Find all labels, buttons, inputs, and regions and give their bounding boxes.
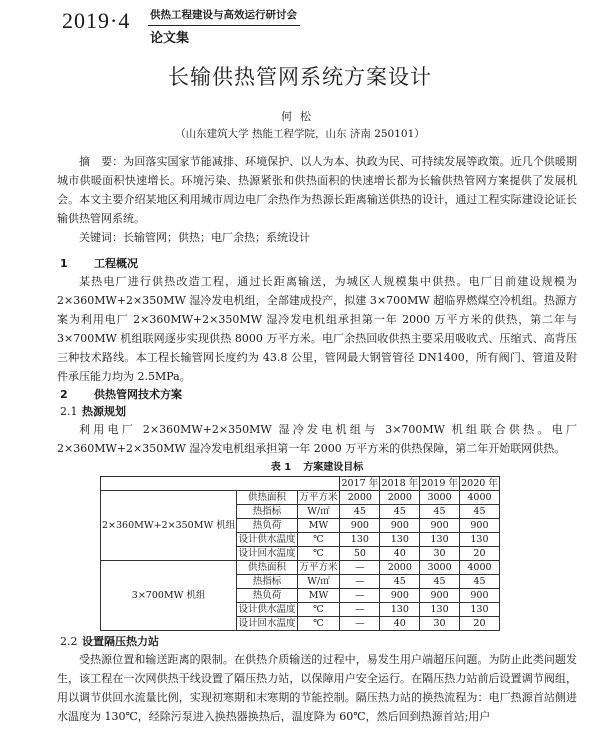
unit-cell: 万平方米 bbox=[297, 491, 340, 505]
subsection-number: 2.1 bbox=[60, 405, 78, 418]
section-body: 某热电厂进行供热改造工程，通过长距离输送，为城区人规模集中供热。电厂目前建设规模为2×360MW+2×350MW 湿冷发电机组，全部建成投产，拟建 3×700MW 超临界燃煤空冷机组。热源方案为利用电厂 2×360MW+2×350MW 湿冷发电机组承担第一年 2000 万平方米的供热，第二年与 3×700MW 机组联网逐步实现供热 8000 万平方米。电厂余热回收供热主要采用吸收式、压缩式、高背压三种技术路线。本工程长输管网长度约为 43.8 公里，管网最大钢管管径 DN1400，所有阀门、管道及附件承压能力均为 2.5MPa。 bbox=[57, 275, 577, 383]
value-cell: — bbox=[340, 575, 380, 589]
unit-cell: W/㎡ bbox=[297, 505, 340, 519]
value-cell: 50 bbox=[340, 547, 380, 561]
value-cell: 900 bbox=[380, 519, 420, 533]
value-cell: 130 bbox=[420, 533, 460, 547]
paper-title: 长输供热管网系统方案设计 bbox=[168, 65, 432, 89]
value-cell: 130 bbox=[380, 533, 420, 547]
table-row bbox=[101, 561, 500, 575]
header-rule bbox=[148, 25, 300, 26]
value-cell: — bbox=[340, 561, 380, 575]
value-cell: 900 bbox=[420, 589, 460, 603]
value-cell: 130 bbox=[380, 603, 420, 617]
value-cell: 20 bbox=[459, 547, 499, 561]
value-cell: 45 bbox=[459, 505, 499, 519]
collection-label: 论文集 bbox=[150, 31, 190, 46]
conference-name: 供热工程建设与高效运行研讨会 bbox=[150, 9, 297, 21]
value-cell: 45 bbox=[380, 505, 420, 519]
item-cell: 设计回水温度 bbox=[238, 617, 296, 629]
unit-cell: ℃ bbox=[297, 617, 340, 631]
value-cell: — bbox=[340, 603, 380, 617]
unit-group-cell: 3×700MW 机组 bbox=[101, 561, 237, 631]
year-header: 2020 年 bbox=[461, 477, 498, 489]
value-cell: 900 bbox=[459, 519, 499, 533]
value-cell: 45 bbox=[340, 505, 380, 519]
section-heading bbox=[57, 255, 577, 272]
abstract bbox=[57, 152, 577, 228]
subsection-body: 受热源位置和输送距离的限制。在供热介质输送的过程中，易发生用户端超压问题。为防止此类问题发生，该工程在一次网供热干线设置了隔压热力站，以保障用户安全运行。在隔压热力站前后设置调节阀组，用以调节供回水流量比例，实现初寒期和末寒期的节能控制。隔压热力站的换热流程为：电厂热源首站侧进水温度为 130℃，经除污泵进入换热器换热后，温度降为 60℃，然后回到热源首站;用户 bbox=[57, 653, 577, 723]
item-cell: 设计供水温度 bbox=[238, 533, 296, 545]
subsection-heading bbox=[57, 633, 577, 650]
subsection-title: 热源规划 bbox=[82, 405, 126, 418]
item-cell: 设计回水温度 bbox=[238, 547, 296, 559]
value-cell: 130 bbox=[340, 533, 380, 547]
affiliation: （山东建筑大学 热能工程学院，山东 济南 250101） bbox=[175, 128, 425, 140]
value-cell: 900 bbox=[459, 589, 499, 603]
table-corner-cell bbox=[101, 477, 340, 491]
value-cell: 40 bbox=[380, 617, 420, 631]
keywords-label: 关键词： bbox=[79, 231, 123, 244]
value-cell: 900 bbox=[420, 519, 460, 533]
keywords-text: 长输管网；供热；电厂余热；系统设计 bbox=[123, 231, 310, 244]
value-cell: 3000 bbox=[420, 561, 460, 575]
section-title: 工程概况 bbox=[94, 257, 138, 270]
section-number: 2 bbox=[60, 388, 68, 401]
value-cell: — bbox=[340, 617, 380, 631]
value-cell: 4000 bbox=[459, 561, 499, 575]
section-number: 1 bbox=[60, 257, 68, 270]
subsection-body: 利用电厂 2×360MW+2×350MW 湿冷发电机组与 3×700MW 机组联合供热。电厂2×360MW+2×350MW 湿冷发电机组承担第一年 2000 万平方米的供热保障，第二年开始联网供热。 bbox=[57, 423, 577, 455]
value-cell: — bbox=[340, 589, 380, 603]
unit-cell: MW bbox=[297, 589, 340, 603]
value-cell: 2000 bbox=[380, 491, 420, 505]
value-cell: 900 bbox=[380, 589, 420, 603]
item-cell: 热指标 bbox=[237, 575, 297, 589]
year-header: 2019 年 bbox=[421, 477, 458, 489]
value-cell: 3000 bbox=[420, 491, 460, 505]
subsection-title: 设置隔压热力站 bbox=[82, 635, 159, 648]
author: 何松 bbox=[281, 110, 319, 123]
year-header: 2018 年 bbox=[381, 477, 419, 489]
value-cell: 4000 bbox=[459, 491, 499, 505]
keywords bbox=[57, 228, 577, 247]
table-caption-title: 方案建设目标 bbox=[303, 462, 364, 473]
item-cell: 供热面积 bbox=[237, 561, 297, 575]
issue-number: 2019·4 bbox=[62, 8, 131, 33]
abstract-label: 摘 要： bbox=[79, 155, 124, 168]
value-cell: 130 bbox=[459, 533, 499, 547]
table-row bbox=[101, 491, 500, 505]
item-cell: 热指标 bbox=[237, 505, 297, 519]
item-cell: 供热面积 bbox=[237, 491, 297, 505]
subsection-number: 2.2 bbox=[60, 635, 78, 648]
unit-cell: W/㎡ bbox=[297, 575, 340, 589]
value-cell: 20 bbox=[459, 617, 499, 631]
value-cell: 45 bbox=[459, 575, 499, 589]
unit-cell: 万平方米 bbox=[297, 561, 340, 575]
abstract-text: 为回落实国家节能减排、环境保护、以人为本、执政为民、可持续发展等政策。近几个供暖期城市供暖面积快速增长。环境污染、热源紧张和供热面积的快速增长都为长输供热管网方案提供了发展机会。本文主要介绍某地区利用城市周边电厂余热作为热源长距离输送供热的设计，通过工程实际建设论证长输供热管网系统。 bbox=[57, 155, 578, 225]
value-cell: 40 bbox=[380, 547, 420, 561]
value-cell: 30 bbox=[420, 547, 460, 561]
value-cell: 45 bbox=[420, 575, 460, 589]
item-cell: 热负荷 bbox=[237, 519, 297, 533]
unit-cell: ℃ bbox=[297, 547, 340, 561]
unit-cell: ℃ bbox=[297, 533, 340, 547]
value-cell: 45 bbox=[420, 505, 460, 519]
unit-cell: MW bbox=[297, 519, 340, 533]
table-caption bbox=[57, 460, 577, 475]
section-title: 供热管网技术方案 bbox=[94, 388, 182, 401]
value-cell: 2000 bbox=[340, 491, 380, 505]
value-cell: 130 bbox=[459, 603, 499, 617]
item-cell: 热负荷 bbox=[237, 589, 297, 603]
value-cell: 2000 bbox=[380, 561, 420, 575]
unit-group-cell: 2×360MW+2×350MW 机组 bbox=[101, 491, 237, 561]
subsection-heading bbox=[57, 403, 577, 420]
article-body bbox=[57, 152, 577, 726]
value-cell: 900 bbox=[340, 519, 380, 533]
value-cell: 45 bbox=[380, 575, 420, 589]
value-cell: 30 bbox=[420, 617, 460, 631]
table-header-row bbox=[101, 477, 500, 491]
unit-cell: ℃ bbox=[297, 603, 340, 617]
year-header: 2017 年 bbox=[341, 477, 379, 489]
table-caption-number: 表 1 bbox=[270, 462, 292, 473]
item-cell: 设计供水温度 bbox=[238, 603, 296, 615]
value-cell: 130 bbox=[420, 603, 460, 617]
section-heading bbox=[57, 386, 577, 403]
plan-goals-table bbox=[100, 476, 500, 631]
